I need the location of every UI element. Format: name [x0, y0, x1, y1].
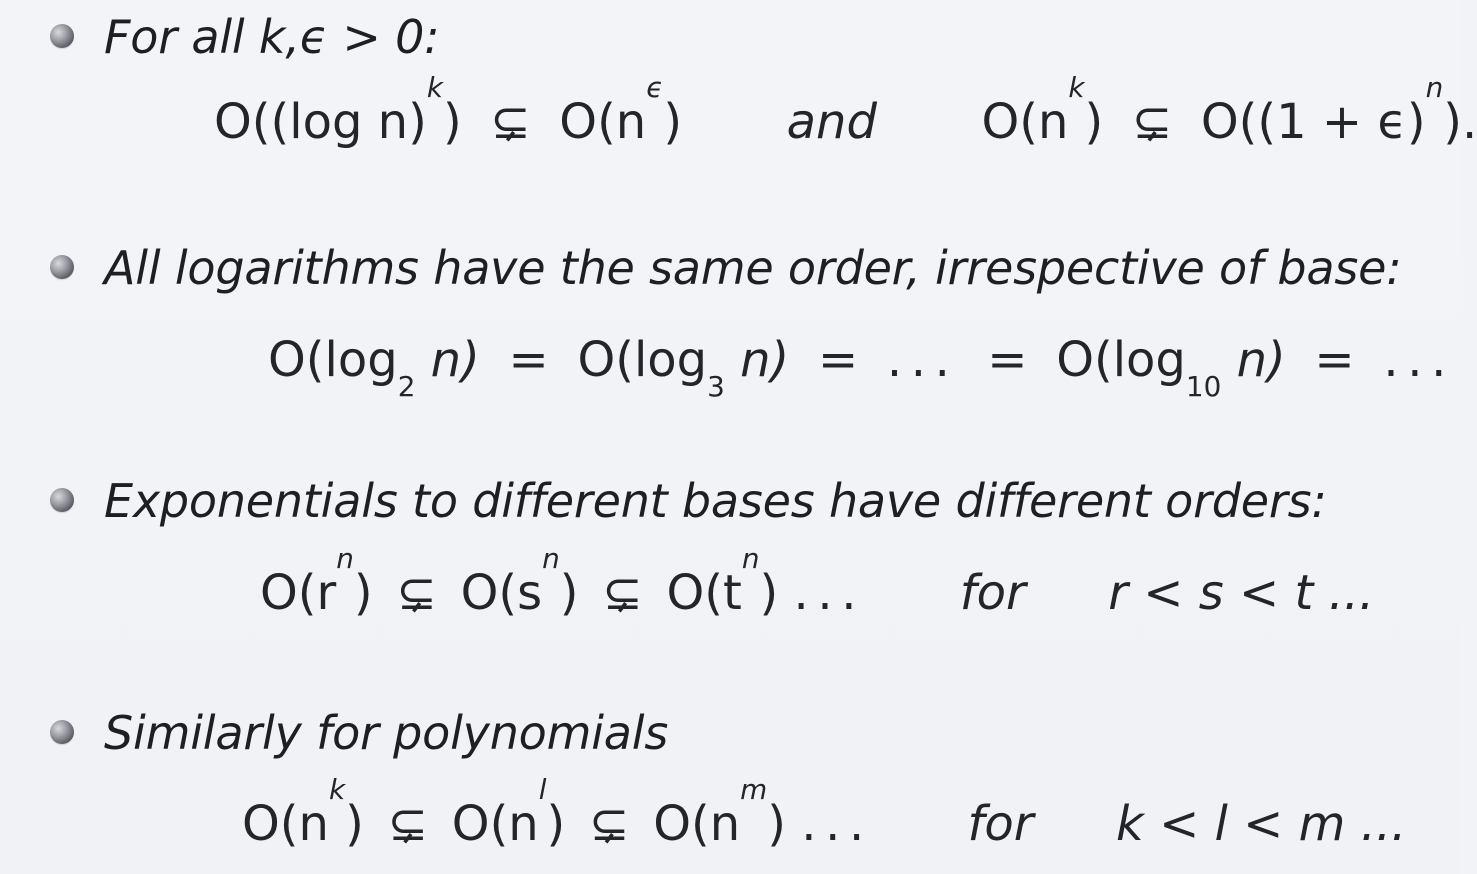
formula-condition: r < s < t ...	[1108, 565, 1375, 621]
formula-superscript: k	[426, 71, 443, 105]
formula-condition: k < l < m ...	[1116, 796, 1407, 852]
formula-token: n)	[1221, 332, 1286, 388]
formula-token: )	[759, 565, 779, 621]
bullet-text: Similarly for polynomials	[104, 706, 669, 760]
formula-superscript: m	[740, 773, 768, 807]
subset-symbol: ⊊	[387, 796, 428, 852]
equals-symbol: =	[508, 332, 549, 388]
equals-symbol: =	[1314, 332, 1355, 388]
bullet-text-rest: > 0:	[327, 10, 440, 64]
ellipsis: ...	[886, 332, 959, 388]
bullet-text-prefix: For all	[104, 10, 259, 64]
formula-token: )	[345, 796, 364, 852]
formula-line-3	[260, 542, 1375, 621]
formula-for-word: for	[959, 565, 1026, 621]
formula-superscript: k	[1068, 71, 1085, 105]
formula-token: O(r	[260, 565, 337, 621]
formula-subscript: 3	[707, 370, 725, 404]
bullet-icon	[50, 720, 74, 744]
bullet-icon	[50, 488, 74, 512]
subset-symbol: ⊊	[490, 94, 531, 150]
ellipsis: ...	[793, 565, 866, 621]
bullet-icon	[50, 24, 74, 48]
subset-symbol: ⊊	[602, 565, 643, 621]
formula-line-2	[268, 332, 1456, 404]
formula-token: ).	[1443, 94, 1477, 150]
formula-superscript: n	[741, 542, 760, 576]
bullet-text-math: k,	[258, 10, 300, 64]
formula-line-1	[214, 71, 1477, 150]
formula-token: O(s	[460, 565, 543, 621]
formula-token: O(n	[653, 796, 741, 852]
formula-token: O(log	[1056, 332, 1186, 388]
subset-symbol: ⊊	[1131, 94, 1173, 150]
formula-superscript: n	[336, 542, 354, 576]
formula-subscript: 10	[1185, 370, 1222, 404]
formula-for-word: for	[967, 796, 1034, 852]
formula-token: O(n	[451, 796, 539, 852]
formula-token: O(log	[577, 332, 708, 388]
formula-and-word: and	[786, 94, 877, 150]
formula-line-4	[242, 773, 1407, 852]
formula-token: n)	[415, 332, 480, 388]
equals-symbol: =	[987, 332, 1028, 388]
formula-token: )	[663, 94, 683, 150]
formula-token: O(n	[981, 94, 1069, 150]
formula-superscript: ϵ	[646, 71, 664, 105]
formula-token: )	[1084, 94, 1104, 150]
ellipsis: ...	[1383, 332, 1456, 388]
bullet-icon	[50, 255, 74, 279]
formula-token: O(n	[242, 796, 329, 852]
formula-token: O(n	[559, 94, 647, 150]
subset-symbol: ⊊	[396, 565, 437, 621]
formula-superscript: n	[542, 542, 560, 576]
subset-symbol: ⊊	[589, 796, 630, 852]
formula-subscript: 2	[397, 370, 416, 404]
bullet-text	[104, 10, 440, 64]
formula-token: )	[767, 796, 786, 852]
formula-token: )	[559, 565, 579, 621]
formula-superscript: l	[538, 773, 547, 807]
formula-token: )	[353, 565, 373, 621]
formula-token: )	[442, 94, 462, 150]
formula-token: O((1 + ϵ)	[1200, 94, 1426, 150]
bullet-text: All logarithms have the same order, irrespective of base:	[104, 241, 1402, 295]
formula-token: O(t	[666, 565, 742, 621]
formula-token: n)	[724, 332, 790, 388]
formula-token: O(log	[268, 332, 398, 388]
bullet-text: Exponentials to different bases have different orders:	[104, 474, 1327, 528]
formula-token: )	[546, 796, 566, 852]
equals-symbol: =	[817, 332, 859, 388]
formula-superscript: k	[328, 773, 346, 807]
formula-superscript: n	[1425, 71, 1444, 105]
bullet-text-epsilon: ϵ	[299, 10, 328, 64]
formula-token: O((log n)	[214, 94, 427, 150]
ellipsis: ...	[801, 796, 873, 852]
